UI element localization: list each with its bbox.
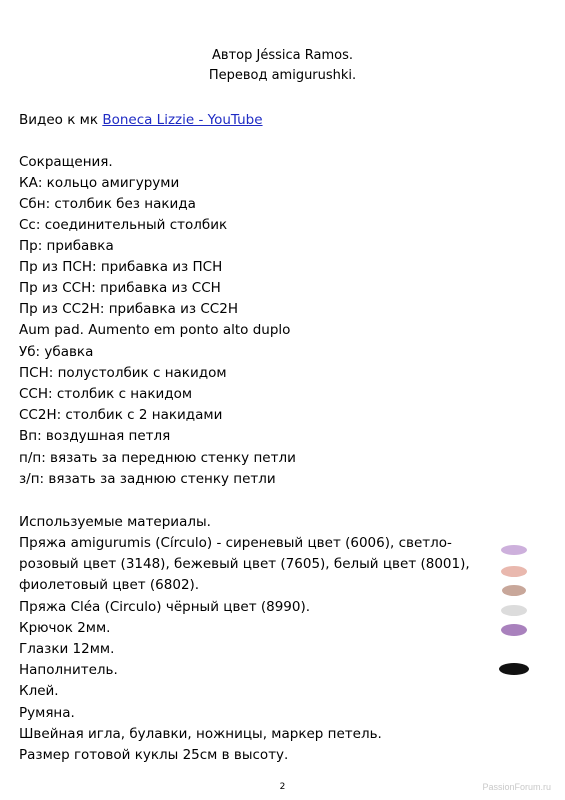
author-line: Автор Jéssica Ramos. (212, 48, 353, 63)
abbreviation-item: Пр из ПСН: прибавка из ПСН (19, 259, 223, 275)
material-item: Наполнитель. (19, 662, 118, 678)
abbreviation-item: Сбн: столбик без накида (19, 196, 196, 212)
youtube-link[interactable]: Boneca Lizzie - YouTube (102, 112, 263, 128)
abbreviation-item: КА: кольцо амигуруми (19, 175, 180, 191)
materials-title: Используемые материалы. (19, 514, 211, 530)
abbreviation-item: п/п: вязать за переднюю стенку петли (19, 450, 296, 466)
material-item: Размер готовой куклы 25см в высоту. (19, 747, 289, 763)
abbreviation-item: Aum pad. Aumento em ponto alto duplo (19, 322, 291, 338)
material-item: Глазки 12мм. (19, 641, 115, 657)
purple-yarn-swatch (501, 624, 527, 636)
abbreviation-item: Сс: соединительный столбик (19, 217, 228, 233)
material-item: Румяна. (19, 705, 75, 721)
abbreviation-item: Пр из СС2Н: прибавка из СС2Н (19, 301, 238, 317)
abbreviation-item: Пр из ССН: прибавка из ССН (19, 280, 221, 296)
white-yarn-swatch (501, 605, 527, 616)
abbreviation-item: з/п: вязать за заднюю стенку петли (19, 471, 276, 487)
material-item: Пряжа amigurumis (Círculo) - сиреневый цвет (6006), светло- (19, 535, 452, 551)
material-item: Клей. (19, 683, 59, 699)
abbreviation-item: Уб: убавка (19, 344, 94, 360)
watermark: PassionForum.ru (482, 782, 551, 792)
black-yarn-swatch (499, 663, 529, 675)
abbreviation-item: ССН: столбик с накидом (19, 386, 193, 402)
header (0, 46, 565, 86)
material-item: розовый цвет (3148), бежевый цвет (7605), белый цвет (8001), (19, 556, 470, 572)
light-pink-yarn-swatch (501, 566, 527, 577)
abbreviation-item: ПСН: полустолбик с накидом (19, 365, 227, 381)
video-prefix: Видео к мк (19, 112, 103, 128)
beige-yarn-swatch (502, 585, 526, 596)
abbreviation-item: СС2Н: столбик с 2 накидами (19, 407, 223, 423)
material-item: фиолетовый цвет (6802). (19, 577, 200, 593)
material-item: Пряжа Cléa (Circulo) чёрный цвет (8990). (19, 599, 311, 615)
material-item: Швейная игла, булавки, ножницы, маркер петель. (19, 726, 382, 742)
translation-line: Перевод amigurushki. (208, 68, 357, 83)
video-line (19, 110, 263, 130)
abbreviation-item: Вп: воздушная петля (19, 428, 171, 444)
abbreviations-title: Сокращения. (19, 154, 113, 170)
page-number: 2 (279, 782, 286, 792)
material-item: Крючок 2мм. (19, 620, 111, 636)
lilac-yarn-swatch (501, 545, 527, 555)
abbreviation-item: Пр: прибавка (19, 238, 114, 254)
